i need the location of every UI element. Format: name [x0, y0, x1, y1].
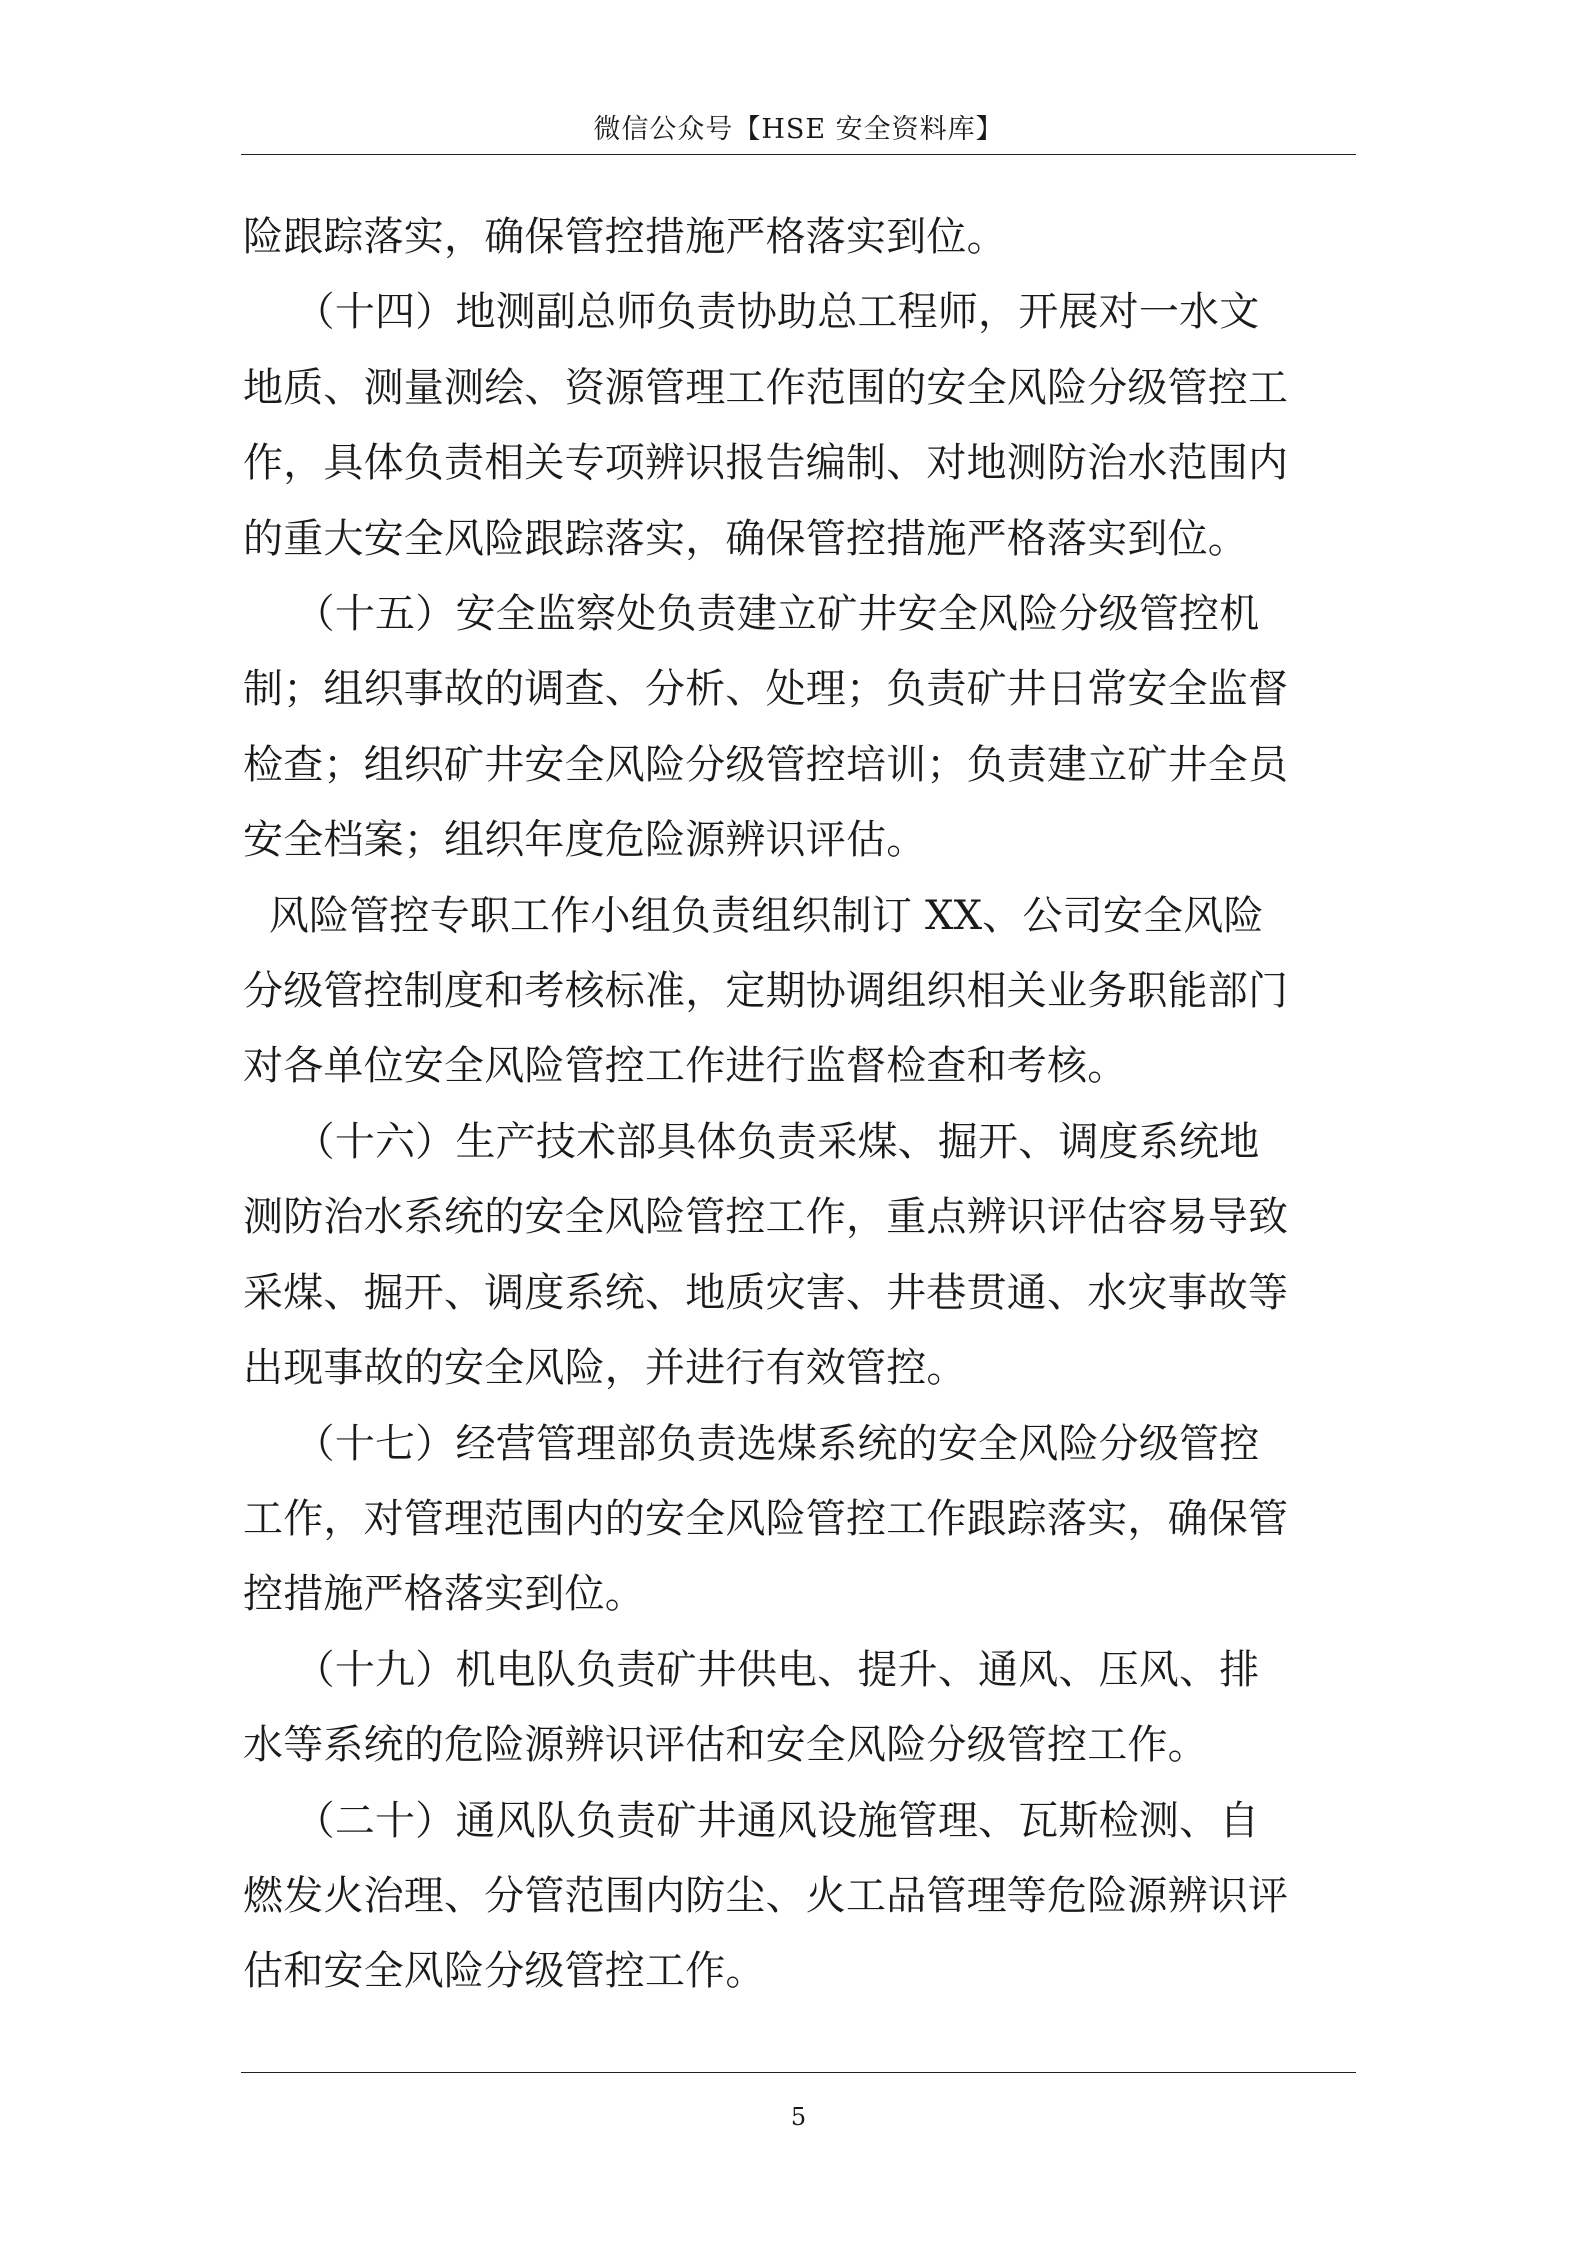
page-number: 5	[790, 2103, 807, 2131]
paragraph	[243, 1784, 1358, 2010]
text-line: 估和安全风险分级管控工作。	[243, 1948, 766, 1995]
text-line: 工作，对管理范围内的安全风险管控工作跟踪落实，确保管	[243, 1495, 1289, 1542]
page-header: 微信公众号【HSE 安全资料库】	[593, 114, 1004, 145]
paragraph	[243, 200, 1358, 275]
paragraph	[243, 577, 1358, 879]
text-line: （十六）生产技术部具体负责采煤、掘开、调度系统地	[243, 1118, 1260, 1165]
text-line: 地质、测量测绘、资源管理工作范围的安全风险分级管控工	[243, 364, 1289, 411]
text-line: 安全档案；组织年度危险源辨识评估。	[243, 817, 927, 864]
paragraph	[243, 1407, 1358, 1633]
header-divider	[241, 154, 1356, 155]
text-line: 燃发火治理、分管范围内防尘、火工品管理等危险源辨识评	[243, 1872, 1289, 1919]
text-line: 风险管控专职工作小组负责组织制订 XX、公司安全风险	[243, 892, 1264, 939]
paragraph	[243, 879, 1358, 1105]
text-line: 险跟踪落实，确保管控措施严格落实到位。	[243, 214, 1007, 260]
text-line: 水等系统的危险源辨识评估和安全风险分级管控工作。	[243, 1722, 1208, 1769]
text-line: （十五）安全监察处负责建立矿井安全风险分级管控机	[243, 591, 1260, 638]
footer-divider	[241, 2072, 1356, 2073]
text-line: 的重大安全风险跟踪落实，确保管控措施严格落实到位。	[243, 515, 1248, 562]
text-line: 出现事故的安全风险，并进行有效管控。	[243, 1345, 967, 1392]
paragraph	[243, 1633, 1358, 1784]
text-line: 制；组织事故的调查、分析、处理；负责矿井日常安全监督	[243, 666, 1289, 713]
paragraph	[243, 275, 1358, 577]
text-line: （二十）通风队负责矿井通风设施管理、瓦斯检测、自	[243, 1797, 1260, 1844]
text-line: 采煤、掘开、调度系统、地质灾害、井巷贯通、水灾事故等	[243, 1269, 1289, 1316]
text-line: （十九）机电队负责矿井供电、提升、通风、压风、排	[243, 1646, 1260, 1693]
text-line: 测防治水系统的安全风险管控工作，重点辨识评估容易导致	[243, 1194, 1289, 1241]
paragraph	[243, 1105, 1358, 1407]
document-body	[243, 200, 1358, 2010]
text-line: （十七）经营管理部负责选煤系统的安全风险分级管控	[243, 1420, 1260, 1467]
text-line: 对各单位安全风险管控工作进行监督检查和考核。	[243, 1043, 1128, 1090]
text-line: 检查；组织矿井安全风险分级管控培训；负责建立矿井全员	[243, 741, 1289, 788]
text-line: （十四）地测副总师负责协助总工程师，开展对一水文	[243, 289, 1260, 336]
text-line: 分级管控制度和考核标准，定期协调组织相关业务职能部门	[243, 968, 1289, 1015]
text-line: 作，具体负责相关专项辨识报告编制、对地测防治水范围内	[243, 440, 1289, 487]
text-line: 控措施严格落实到位。	[243, 1571, 645, 1618]
